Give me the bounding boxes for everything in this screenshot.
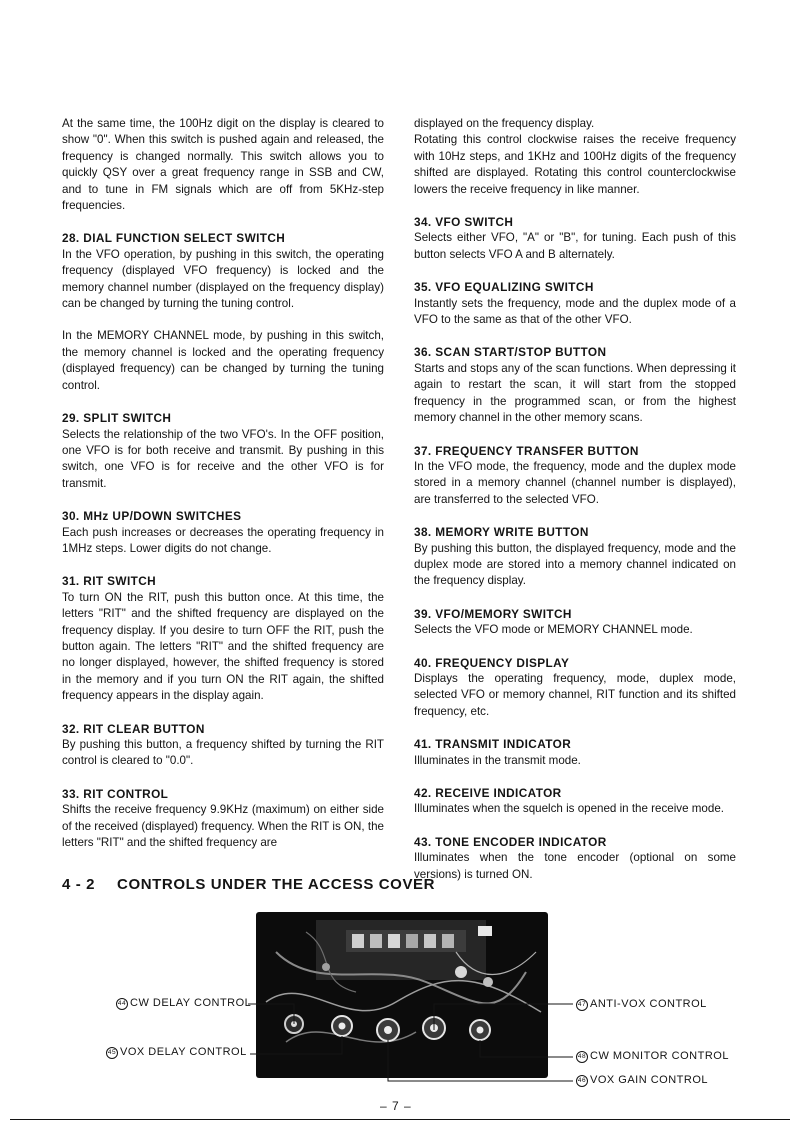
item-text: Selects either VFO, "A" or "B", for tuning. Each push of this button selects VFO A and B alternately. — [414, 231, 736, 261]
item-title: 34. VFO SWITCH — [414, 215, 514, 230]
item-text: Selects the VFO mode or MEMORY CHANNEL mode. — [414, 623, 693, 637]
item-text: Displays the operating frequency, mode, duplex mode, selected VFO or memory channel, RIT function and its shifted frequency, etc. — [414, 671, 736, 718]
item-text: Each push increases or decreases the operating frequency in 1MHz steps. Lower digits do not change. — [62, 525, 384, 555]
callout-number: 44 — [116, 998, 128, 1010]
page-number: – 7 – — [380, 1099, 412, 1113]
anti-vox-knob — [423, 1017, 445, 1039]
item-title: 41. TRANSMIT INDICATOR — [414, 737, 572, 752]
section-title-text: CONTROLS UNDER THE ACCESS COVER — [117, 876, 436, 893]
item-text: Illuminates when the tone encoder (optional on some versions) is turned ON. — [414, 851, 736, 881]
cw-delay-knob — [285, 1015, 303, 1033]
right-column — [414, 116, 736, 899]
item-text: Shifts the receive frequency 9.9KHz (maximum) on either side of the received (displayed) frequency. When the RIT is ON, the letters "RIT" and the shifted frequency are — [62, 803, 384, 850]
item-title: 42. RECEIVE INDICATOR — [414, 786, 562, 800]
item-text: Illuminates in the transmit mode. — [414, 753, 581, 767]
item-title: 30. MHz UP/DOWN SWITCHES — [62, 509, 242, 524]
item-title: 40. FREQUENCY DISPLAY — [414, 655, 570, 670]
access-cover-photo — [256, 912, 548, 1078]
item-30 — [62, 508, 384, 557]
item-text: Instantly sets the frequency, mode and the duplex mode of a VFO to the same as that of the other VFO. — [414, 296, 736, 327]
item-text: In the VFO operation, by pushing in this switch, the operating frequency (displayed VFO frequency) is locked and the memory channel number (displayed on the frequency display) can be changed by turning the tuning control. — [62, 247, 384, 311]
item-text: To turn ON the RIT, push this button once. At this time, the letters "RIT" and the shifted frequency are displayed on the frequency display. If you desire to turn OFF the RIT, push the button again. The letters "RIT" and the shifted frequency are no longer displayed, however, the shifted frequency is stored in the memory and if you turn ON the RIT again, the shifted frequency appears in the display again. — [62, 590, 384, 703]
item-text: By pushing this button, a frequency shifted by turning the RIT control is cleared to "0.0". — [62, 738, 384, 768]
item-title: 33. RIT CONTROL — [62, 786, 169, 801]
item-38 — [414, 524, 736, 590]
item-text: Starts and stops any of the scan functions. When depressing it again to restart the scan, it will start from the stopped frequency in the programmed scan, or from the highest memory channel in the other memory scans. — [414, 361, 736, 425]
item-37 — [414, 443, 736, 509]
vox-gain-knob — [377, 1019, 399, 1041]
item-text: Selects the relationship of the two VFO's. In the OFF position, one VFO is for both receive and transmit. By pushing in this switch, one VFO is for receive and the other VFO is for transmit. — [62, 427, 384, 490]
item-title: 35. VFO EQUALIZING SWITCH — [414, 280, 594, 295]
item-35 — [414, 279, 736, 328]
item-title: 37. FREQUENCY TRANSFER BUTTON — [414, 443, 639, 458]
item-29 — [62, 410, 384, 492]
callout-number: 46 — [576, 1075, 588, 1087]
item-42 — [414, 785, 736, 818]
item-36 — [414, 344, 736, 426]
callout-label: VOX GAIN CONTROL — [590, 1074, 709, 1086]
callout-vox-gain — [576, 1074, 708, 1087]
item-40 — [414, 655, 736, 721]
section-heading — [62, 876, 435, 893]
item-text: By pushing this button, the displayed frequency, mode and the duplex mode are stored into a memory channel indicated on the frequency display. — [414, 541, 736, 588]
item-title: 43. TONE ENCODER INDICATOR — [414, 834, 607, 849]
item-31 — [62, 573, 384, 704]
item-title: 36. SCAN START/STOP BUTTON — [414, 345, 607, 360]
item-28 — [62, 230, 384, 394]
section-number: 4 - 2 — [62, 876, 96, 893]
left-column — [62, 116, 384, 867]
item-title: 28. DIAL FUNCTION SELECT SWITCH — [62, 231, 286, 246]
item-text: In the VFO mode, the frequency, mode and the duplex mode stored in a memory channel (channel number is displayed), are transferred to the selected VFO. — [414, 459, 736, 506]
continuation-text-2: Rotating this control clockwise raises the receive frequency with 10Hz steps, and 1KHz and 100Hz digits of the frequency shifted are displayed. Rotating this control counterclockwise lowers the receive frequency in like manner. — [414, 133, 736, 196]
callout-label: VOX DELAY CONTROL — [120, 1046, 247, 1058]
item-34 — [414, 214, 736, 263]
callout-label: ANTI-VOX CONTROL — [590, 998, 707, 1010]
callout-number: 45 — [106, 1047, 118, 1059]
continuation-text: displayed on the frequency display. — [414, 117, 595, 130]
callout-label: CW DELAY CONTROL — [130, 997, 252, 1009]
item-text: In the MEMORY CHANNEL mode, by pushing in this switch, the memory channel is locked and the operating frequency (displayed frequency) can be changed by turning the tuning control. — [62, 329, 384, 392]
cw-monitor-knob — [470, 1020, 490, 1040]
item-title: 32. RIT CLEAR BUTTON — [62, 721, 205, 736]
vox-delay-knob — [332, 1016, 352, 1036]
callout-number: 47 — [576, 999, 588, 1011]
item-39 — [414, 606, 736, 639]
bottom-rule — [10, 1119, 790, 1120]
item-title: 39. VFO/MEMORY SWITCH — [414, 606, 572, 621]
item-33 — [62, 786, 384, 852]
item-text: Illuminates when the squelch is opened in the receive mode. — [414, 802, 724, 816]
item-title: 31. RIT SWITCH — [62, 574, 157, 589]
callout-number: 48 — [576, 1051, 588, 1063]
item-title: 29. SPLIT SWITCH — [62, 411, 172, 426]
callout-label: CW MONITOR CONTROL — [590, 1050, 729, 1062]
item-41 — [414, 736, 736, 769]
item-32 — [62, 721, 384, 770]
callout-cw-monitor — [576, 1050, 729, 1063]
callout-cw-delay — [116, 997, 251, 1010]
item-title: 38. MEMORY WRITE BUTTON — [414, 525, 589, 540]
intro-paragraph: At the same time, the 100Hz digit on the display is cleared to show "0". When this switch is pushed again and released, the frequency is changed normally. This switch allows you to quickly QSY over a great frequency range in SSB and CW, and to tune in FM signals which are off from 5KHz-step frequencies. — [62, 117, 384, 213]
item-43 — [414, 834, 736, 883]
callout-vox-delay — [106, 1046, 247, 1059]
callout-anti-vox — [576, 998, 707, 1011]
